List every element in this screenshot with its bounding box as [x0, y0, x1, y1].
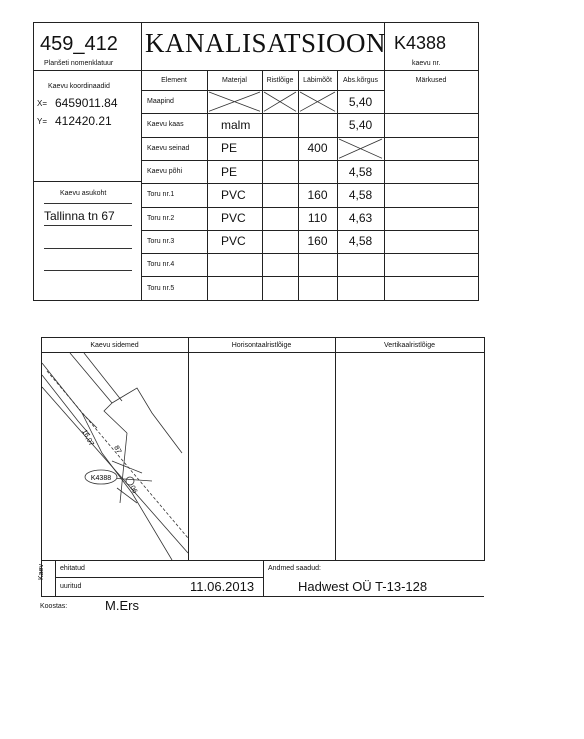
table-cell	[384, 253, 478, 276]
table-cell: PVC	[221, 211, 246, 226]
table-cell	[298, 90, 337, 113]
table-cell	[262, 253, 298, 276]
data-from-value: Hadwest OÜ T-13-128	[298, 579, 428, 594]
author-value: M.Ers	[105, 598, 139, 613]
table-cell	[384, 113, 478, 136]
table-cell: 4,58	[348, 234, 373, 249]
table-cell	[298, 113, 337, 136]
col-horizontal: Horisontaalristlõige	[231, 342, 292, 349]
table-cell	[337, 276, 384, 299]
table-cell	[262, 113, 298, 136]
author-label: Koostas:	[40, 603, 68, 610]
row-element: Kaevu põhi	[147, 168, 183, 176]
table-header: Läbimõõt	[303, 76, 332, 84]
row-element: Toru nr.5	[147, 284, 175, 292]
row-element: Toru nr.3	[147, 237, 175, 245]
x-coordinate: 6459011.84	[55, 96, 118, 110]
table-cell: PE	[221, 164, 238, 179]
table-cell	[262, 230, 298, 253]
card-title: KANALISATSIOON	[145, 28, 386, 58]
map-dim-3: 06	[128, 484, 139, 495]
table-header: Ristlõige	[266, 76, 294, 84]
table-cell	[337, 137, 384, 160]
table-cell	[207, 90, 262, 113]
y-prefix: Y=	[37, 117, 48, 126]
surveyed-date: 11.06.2013	[190, 579, 255, 594]
sheet-number: 459_412	[40, 33, 118, 55]
table-cell	[298, 253, 337, 276]
table-cell	[384, 183, 478, 206]
table-cell: 4,58	[348, 164, 373, 179]
table-header: Element	[161, 76, 187, 84]
table-cell: 110	[307, 211, 328, 226]
table-cell	[337, 253, 384, 276]
table-cell	[298, 276, 337, 299]
sheet-label: Planšeti nomenklatuur	[44, 60, 114, 67]
table-cell: 4,58	[348, 187, 373, 202]
table-header: Abs.kõrgus	[342, 76, 379, 84]
table-cell: 4,63	[348, 211, 373, 226]
row-element: Kaevu seinad	[147, 144, 190, 152]
table-cell: PVC	[221, 234, 246, 249]
table-header: Märkused	[415, 76, 447, 84]
map-dim-1: 16,07	[80, 428, 95, 448]
side-label: Kaev	[38, 564, 45, 580]
table-cell	[384, 276, 478, 299]
table-cell	[207, 253, 262, 276]
map-dim-2: 87	[112, 444, 123, 455]
table-cell: PVC	[221, 187, 246, 202]
table-cell	[384, 137, 478, 160]
table-cell: PE	[221, 141, 238, 156]
table-cell	[262, 137, 298, 160]
connection-sketch	[42, 353, 188, 560]
data-from-label: Andmed saadud:	[268, 565, 321, 572]
map-manhole-label: K4388	[90, 475, 112, 482]
surveyed-label: uuritud	[60, 583, 82, 590]
row-element: Toru nr.2	[147, 214, 175, 222]
x-prefix: X=	[37, 99, 48, 108]
manhole-id: K4388	[394, 33, 447, 53]
table-cell	[207, 276, 262, 299]
location-label: Kaevu asukoht	[60, 190, 107, 197]
table-cell	[262, 90, 298, 113]
table-cell: 160	[307, 234, 328, 249]
table-cell: 160	[307, 187, 328, 202]
table-cell	[384, 230, 478, 253]
table-cell: malm	[221, 117, 251, 132]
table-header: Materjal	[222, 76, 247, 84]
table-cell	[384, 207, 478, 230]
coords-label: Kaevu koordinaadid	[48, 83, 110, 90]
table-cell	[384, 160, 478, 183]
built-label: ehitatud	[60, 565, 85, 572]
table-cell	[262, 207, 298, 230]
table-cell	[262, 276, 298, 299]
table-cell: 400	[307, 141, 328, 156]
table-cell: 5,40	[348, 117, 373, 132]
col-connections: Kaevu sidemed	[90, 342, 139, 349]
table-cell	[262, 160, 298, 183]
row-element: Kaevu kaas	[147, 121, 184, 129]
table-cell	[298, 160, 337, 183]
row-element: Maapind	[147, 98, 174, 106]
col-vertical: Vertikaalristlõige	[384, 342, 435, 349]
row-element: Toru nr.4	[147, 261, 175, 269]
table-cell	[262, 183, 298, 206]
location-value: Tallinna tn 67	[44, 209, 115, 223]
table-cell	[384, 90, 478, 113]
row-element: Toru nr.1	[147, 191, 175, 199]
table-cell: 5,40	[348, 94, 373, 109]
y-coordinate: 412420.21	[55, 114, 112, 128]
manhole-id-label: kaevu nr.	[412, 60, 441, 67]
